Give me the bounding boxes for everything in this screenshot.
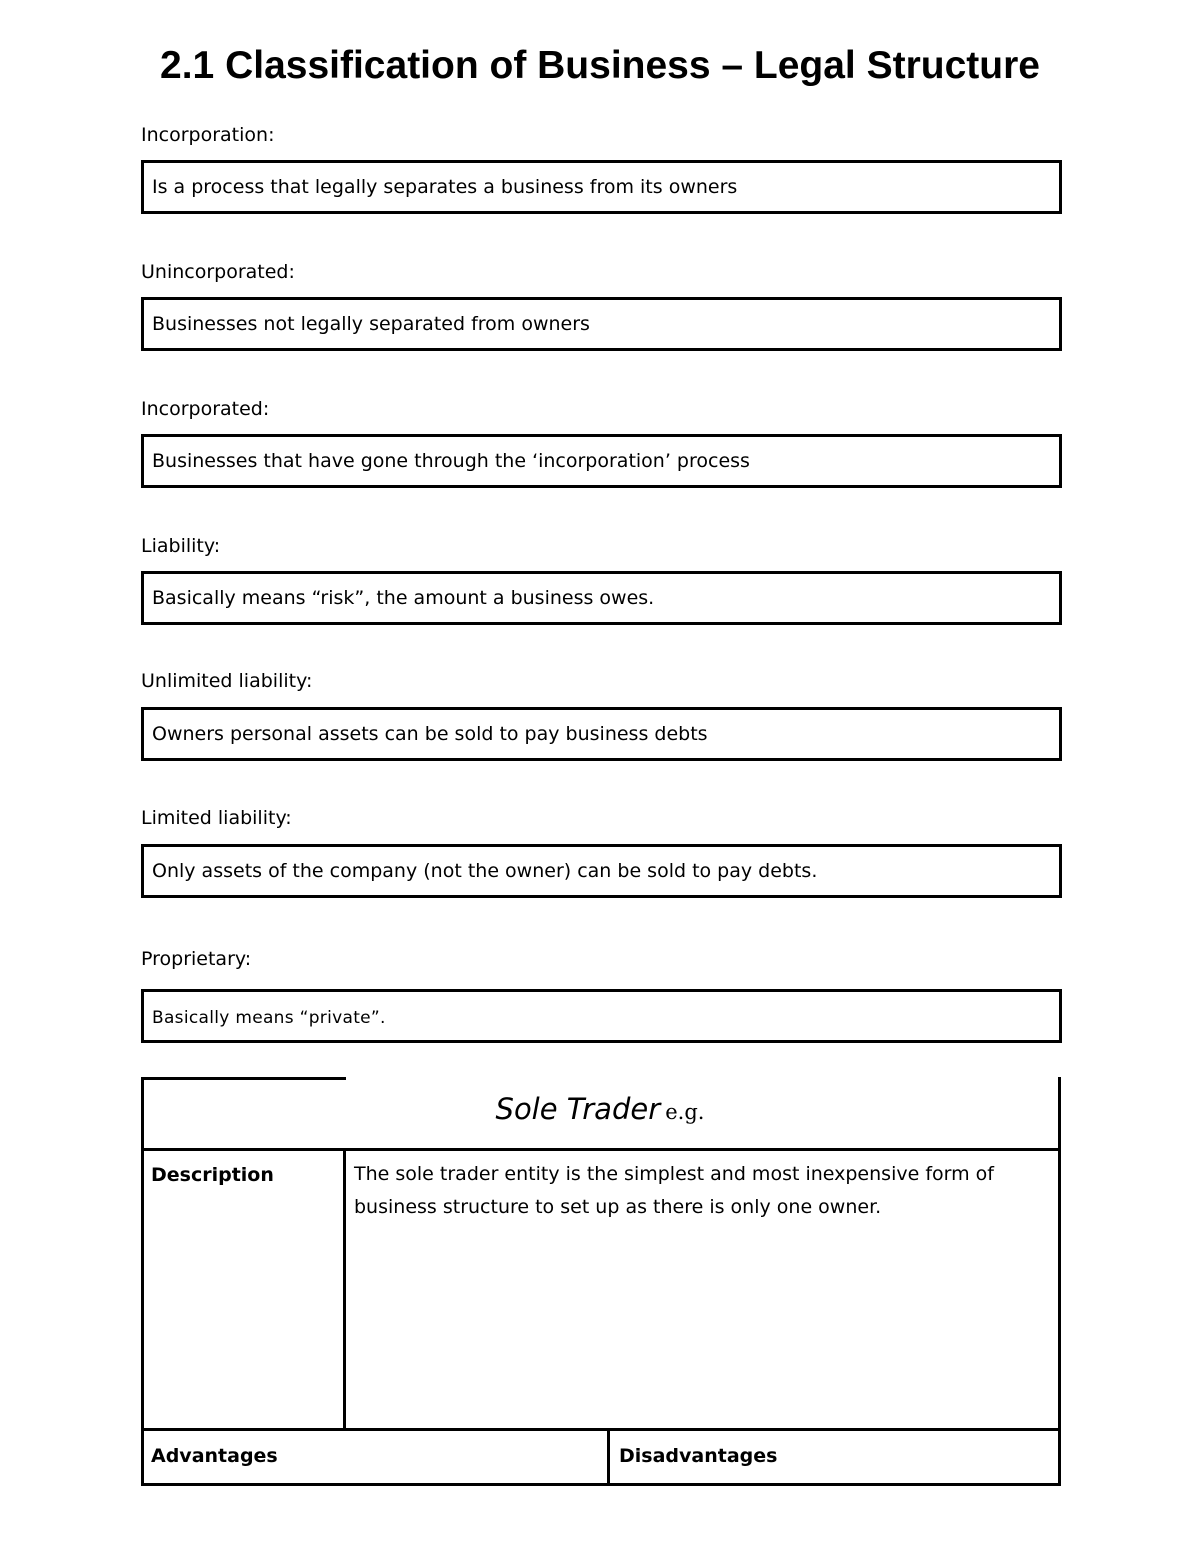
- definition-text: Owners personal assets can be sold to pay business debts: [152, 723, 708, 745]
- term-unlimited-liability-label: Unlimited liability:: [141, 670, 313, 692]
- definition-box-incorporation: [141, 160, 1062, 214]
- definition-text: Basically means “risk”, the amount a business owes.: [152, 587, 655, 609]
- term-unincorporated-label: Unincorporated:: [141, 261, 295, 283]
- table-bottom-border: [141, 1483, 1061, 1486]
- definition-text: Only assets of the company (not the owner) can be sold to pay debts.: [152, 860, 818, 882]
- description-text: The sole trader entity is the simplest and most inexpensive form of business structure to set up as there is only one owner.: [354, 1163, 994, 1218]
- definition-text: Is a process that legally separates a business from its owners: [152, 176, 738, 198]
- definition-text: Businesses that have gone through the ‘incorporation’ process: [152, 450, 750, 472]
- definition-box-limited-liability: [141, 844, 1062, 898]
- term-incorporation-label: Incorporation:: [141, 124, 275, 146]
- table-description-divider: [343, 1148, 346, 1431]
- sole-trader-heading: [141, 1092, 1059, 1126]
- definition-box-incorporated: [141, 434, 1062, 488]
- term-limited-liability-label: Limited liability:: [141, 807, 292, 829]
- description-label: Description: [151, 1164, 274, 1186]
- definition-box-proprietary: [141, 989, 1062, 1043]
- table-top-border-partial: [141, 1077, 346, 1080]
- table-heading-divider: [141, 1148, 1061, 1151]
- disadvantages-label: Disadvantages: [619, 1445, 778, 1467]
- table-advantages-top-border: [141, 1428, 1061, 1431]
- term-liability-label: Liability:: [141, 535, 221, 557]
- advantages-label: Advantages: [151, 1445, 278, 1467]
- term-proprietary-label: Proprietary:: [141, 948, 252, 970]
- table-right-border: [1058, 1077, 1061, 1486]
- term-incorporated-label: Incorporated:: [141, 398, 270, 420]
- definition-box-unincorporated: [141, 297, 1062, 351]
- page-title: 2.1 Classification of Business – Legal Structure: [160, 44, 1040, 87]
- sole-trader-title: Sole Trader: [495, 1092, 661, 1126]
- definition-box-liability: [141, 571, 1062, 625]
- definition-text: Businesses not legally separated from owners: [152, 313, 590, 335]
- definition-box-unlimited-liability: [141, 707, 1062, 761]
- definition-text: Basically means “private”.: [152, 1008, 386, 1028]
- table-advantages-divider: [607, 1428, 610, 1486]
- table-left-border: [141, 1077, 144, 1486]
- sole-trader-eg: e.g.: [665, 1100, 705, 1124]
